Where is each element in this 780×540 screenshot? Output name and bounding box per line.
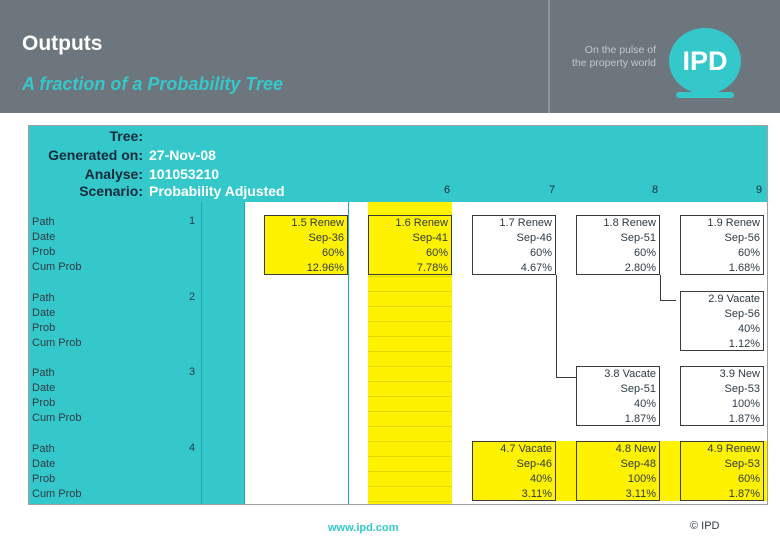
field-label-prob: Prob (32, 397, 56, 409)
field-label-path: Path (32, 443, 55, 455)
path-number-1: 1 (189, 215, 196, 227)
field-label-cum-prob: Cum Prob (32, 337, 82, 349)
node-path: 1.5 Renew (291, 217, 344, 229)
field-label-path: Path (32, 292, 55, 304)
column-number-9: 9 (756, 184, 763, 196)
footer-copyright: © IPD (690, 520, 720, 532)
column-divider (348, 202, 349, 504)
node-cum-prob: 2.80% (624, 262, 656, 274)
tagline-line-2: the property world (571, 57, 656, 69)
node-prob: 40% (633, 398, 656, 410)
info-label: Analyse: (84, 166, 143, 182)
node-path: 1.6 Renew (395, 217, 448, 229)
node-box-1-5 (264, 215, 348, 275)
column-number-6: 6 (444, 184, 451, 196)
ipd-logo-icon (669, 28, 741, 94)
logo-text: IPD (682, 45, 728, 76)
node-cum-prob: 1.68% (728, 262, 760, 274)
node-path: 4.8 New (615, 443, 656, 455)
info-value: 101053210 (149, 166, 220, 182)
info-value: 27-Nov-08 (149, 147, 216, 163)
field-label-date: Date (32, 307, 56, 319)
node-path: 2.9 Vacate (708, 293, 760, 305)
node-date: Sep-48 (620, 458, 656, 470)
node-cum-prob: 1.87% (728, 488, 760, 500)
node-prob: 100% (731, 398, 760, 410)
tree-connector (556, 275, 557, 377)
info-label: Generated on: (48, 147, 143, 163)
tree-connector (660, 275, 661, 301)
node-date: Sep-46 (516, 232, 552, 244)
node-box-2-9 (680, 291, 764, 351)
node-path: 4.7 Vacate (500, 443, 552, 455)
field-label-path: Path (32, 216, 55, 228)
node-prob: 60% (737, 247, 760, 259)
row-labels-column (29, 202, 201, 504)
logo-tagline (552, 44, 656, 70)
info-value: Probability Adjusted (149, 183, 285, 199)
teal-spacer-column (202, 202, 244, 504)
node-box-4-9 (680, 441, 764, 501)
node-box-1-7 (472, 215, 556, 275)
node-box-1-9 (680, 215, 764, 275)
column-divider (244, 202, 245, 504)
tree-connector (660, 300, 676, 301)
info-label: Scenario: (79, 183, 143, 199)
info-row-tree (29, 128, 767, 147)
field-label-path: Path (32, 367, 55, 379)
node-date: Sep-53 (724, 458, 760, 470)
field-label-cum-prob: Cum Prob (32, 488, 82, 500)
tagline-line-1: On the pulse of (584, 44, 656, 56)
node-prob: 40% (529, 473, 552, 485)
probability-tree-sheet (28, 125, 768, 505)
field-label-prob: Prob (32, 473, 56, 485)
slide-title: Outputs (22, 32, 103, 55)
node-date: Sep-56 (724, 232, 760, 244)
field-label-date: Date (32, 231, 56, 243)
tree-info-panel (29, 126, 767, 202)
field-label-date: Date (32, 382, 56, 394)
node-date: Sep-46 (516, 458, 552, 470)
logo-swoosh (676, 92, 734, 98)
info-row-generated (29, 147, 767, 166)
node-date: Sep-51 (620, 383, 656, 395)
field-label-prob: Prob (32, 322, 56, 334)
path-number-2: 2 (189, 291, 196, 303)
node-date: Sep-41 (412, 232, 448, 244)
node-box-3-9 (680, 366, 764, 426)
node-prob: 60% (737, 473, 760, 485)
node-date: Sep-56 (724, 308, 760, 320)
node-box-4-8 (576, 441, 660, 501)
node-cum-prob: 1.87% (728, 413, 760, 425)
node-path: 4.9 Renew (707, 443, 760, 455)
node-prob: 60% (633, 247, 656, 259)
node-cum-prob: 1.12% (728, 338, 760, 350)
node-cum-prob: 3.11% (521, 488, 552, 500)
node-box-3-8 (576, 366, 660, 426)
header-divider (548, 0, 550, 113)
slide-subtitle: A fraction of a Probability Tree (22, 74, 284, 94)
node-box-4-7 (472, 441, 556, 501)
slide-header (0, 0, 780, 113)
node-prob: 60% (321, 247, 344, 259)
node-prob: 40% (737, 323, 760, 335)
footer-url[interactable]: www.ipd.com (328, 522, 399, 534)
node-prob: 100% (627, 473, 656, 485)
column-number-7: 7 (549, 184, 556, 196)
node-date: Sep-51 (620, 232, 656, 244)
path-number-4: 4 (189, 442, 196, 454)
node-prob: 60% (425, 247, 448, 259)
node-path: 1.7 Renew (499, 217, 552, 229)
node-date: Sep-36 (308, 232, 344, 244)
field-label-date: Date (32, 458, 56, 470)
node-date: Sep-53 (724, 383, 760, 395)
path-number-3: 3 (189, 366, 196, 378)
field-label-cum-prob: Cum Prob (32, 412, 82, 424)
field-label-cum-prob: Cum Prob (32, 261, 82, 273)
field-label-prob: Prob (32, 246, 56, 258)
column-number-8: 8 (652, 184, 659, 196)
node-prob: 60% (529, 247, 552, 259)
node-cum-prob: 7.78% (416, 262, 448, 274)
node-cum-prob: 3.11% (625, 488, 656, 500)
node-box-1-6 (368, 215, 452, 275)
node-box-1-8 (576, 215, 660, 275)
node-path: 1.8 Renew (603, 217, 656, 229)
node-path: 3.9 New (719, 368, 760, 380)
info-label: Tree: (109, 128, 143, 144)
tree-connector (556, 377, 576, 378)
node-path: 1.9 Renew (707, 217, 760, 229)
node-cum-prob: 1.87% (624, 413, 656, 425)
node-cum-prob: 4.67% (520, 262, 552, 274)
node-cum-prob: 12.96% (306, 262, 344, 274)
node-path: 3.8 Vacate (604, 368, 656, 380)
